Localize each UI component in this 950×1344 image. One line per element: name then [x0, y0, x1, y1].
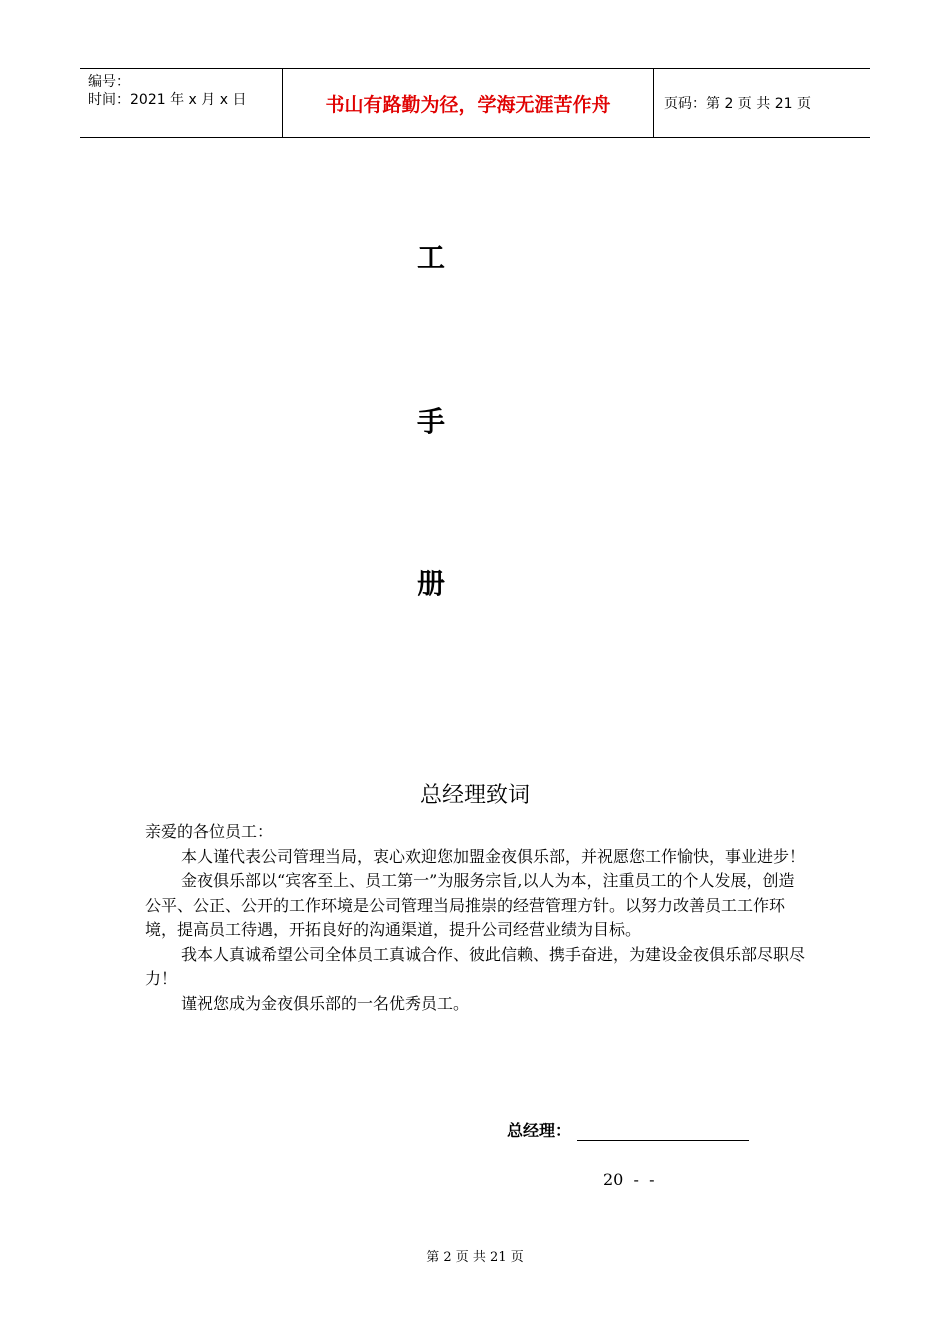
page-footer: 第 2 页 共 21 页 — [426, 1250, 524, 1265]
title-char-3: 册 — [416, 567, 445, 600]
signature-line — [577, 1118, 749, 1141]
header-page-info: 页码：第 2 页 共 21 页 — [664, 96, 811, 112]
letter-paragraph: 金夜俱乐部以“宾客至上、员工第一”为服务宗旨,以人为本，注重员工的个人发展，创造公平、公正、公开的工作环境是公司管理当局推崇的经营管理方针。以努力改善员工工作环境，提高员工待遇，开拓良好的沟通渠道，提升公司经营业绩为目标。 — [145, 871, 795, 939]
letter-body — [145, 820, 810, 1016]
header-motto: 书山有路勤为径，学海无涯苦作舟 — [282, 69, 654, 137]
document-number-label: 编号： — [88, 74, 130, 90]
letter-paragraph: 本人谨代表公司管理当局，衷心欢迎您加盟金夜俱乐部，并祝愿您工作愉快，事业进步！ — [181, 846, 806, 866]
document-time-label: 时间：2021 年 x 月 x 日 — [88, 92, 247, 108]
letter-paragraph: 我本人真诚希望公司全体员工真诚合作、彼此信赖、携手奋进，为建设金夜俱乐部尽职尽力！ — [145, 944, 806, 988]
letter-paragraph: 谨祝您成为金夜俱乐部的一名优秀员工。 — [181, 993, 470, 1013]
title-char-2: 手 — [416, 405, 445, 438]
letter-greeting: 亲爱的各位员工： — [145, 822, 274, 841]
date-line: 20 - - — [603, 1170, 655, 1189]
section-title: 总经理致词 — [419, 783, 530, 808]
signature-block — [507, 1118, 749, 1141]
header-meta — [80, 69, 282, 137]
title-char-1: 工 — [416, 241, 445, 274]
signature-label: 总经理： — [507, 1121, 572, 1140]
page-header — [80, 68, 870, 138]
